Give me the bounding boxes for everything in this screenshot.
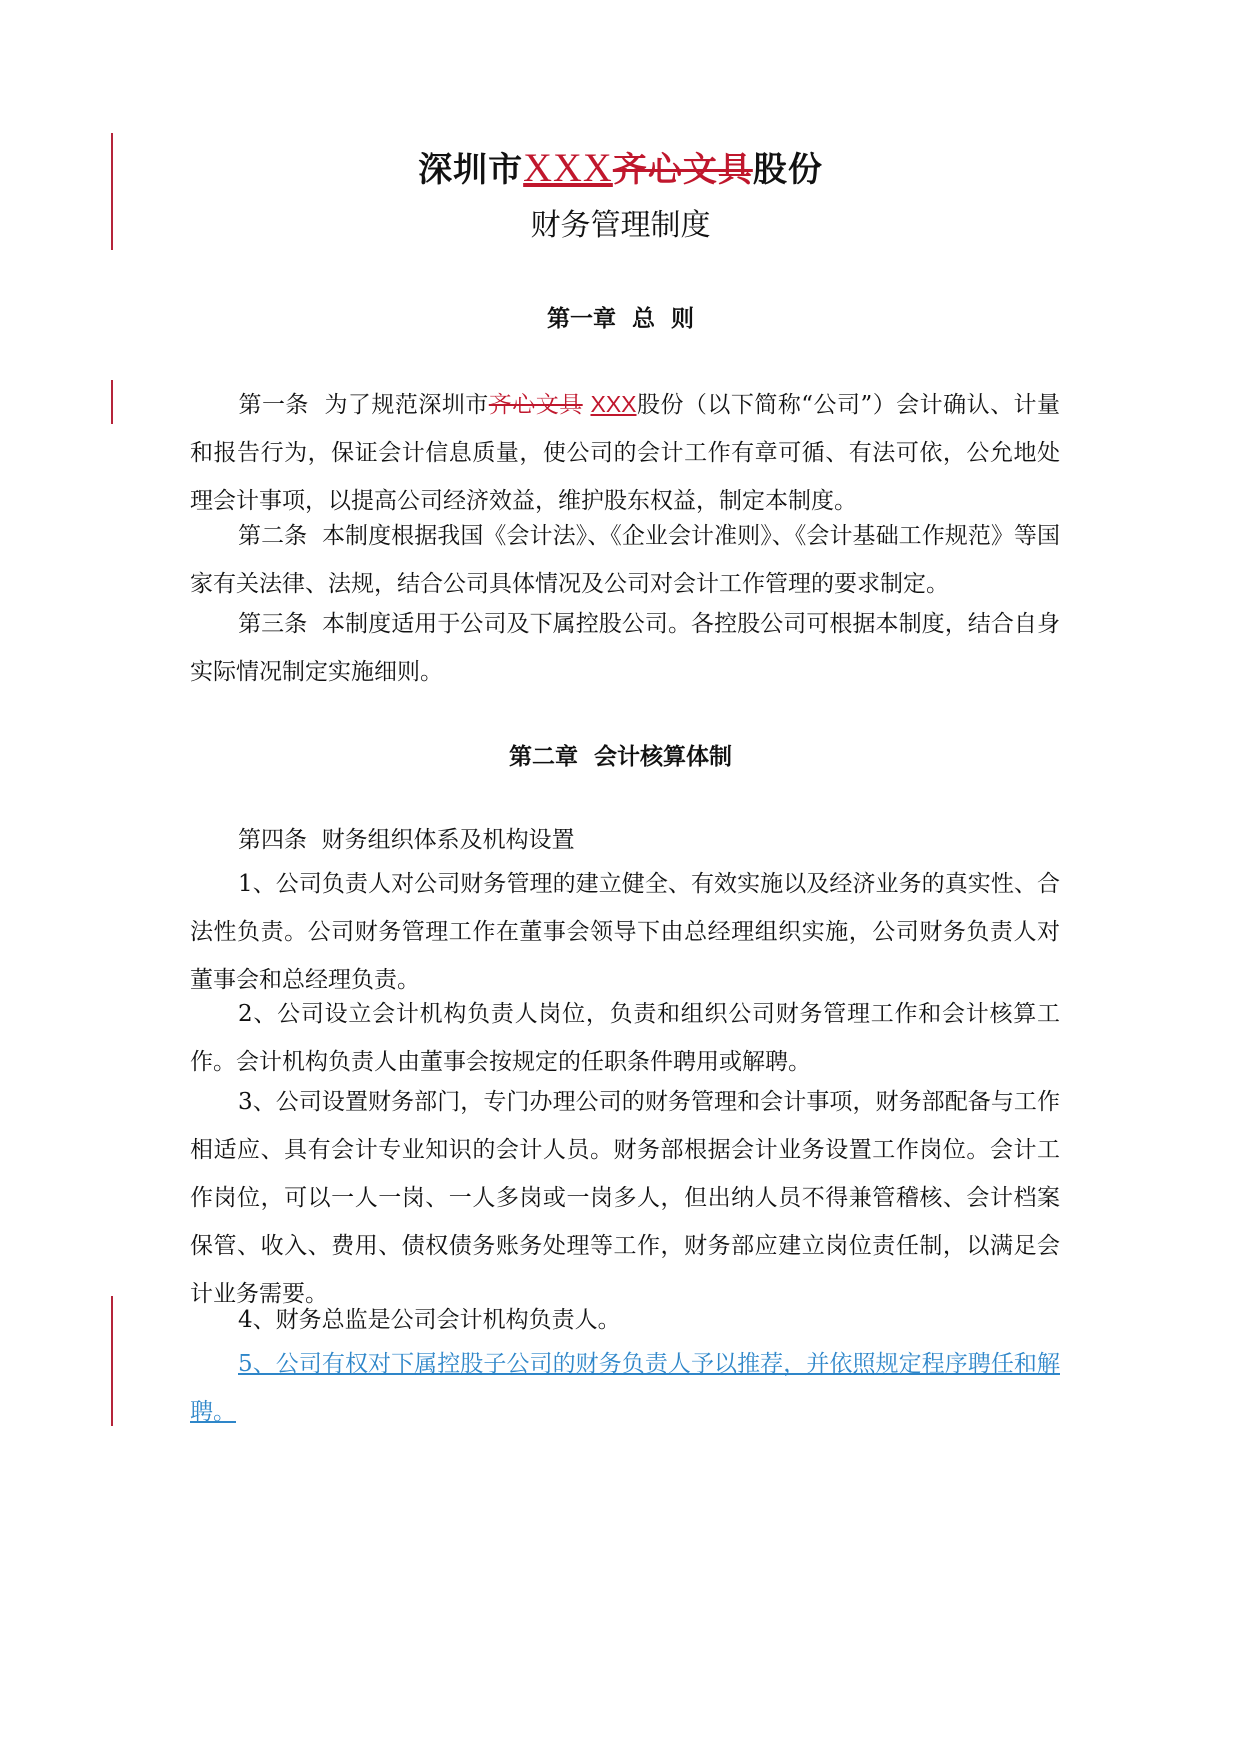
title-inserted-text: XXX [523, 145, 613, 190]
article-2 [190, 512, 1060, 608]
title-prefix: 深圳市 [418, 150, 524, 190]
item-3 [190, 1078, 1060, 1318]
article-1-inserted-text: XXX [590, 391, 637, 417]
article-4 [190, 816, 1060, 864]
item-1-text: 1、公司负责人对公司财务管理的建立健全、有效实施以及经济业务的真实性、合法性负责。公司财务管理工作在董事会领导下由总经理组织实施，公司财务负责人对董事会和总经理负责。 [190, 871, 1060, 993]
article-1-before: 第一条 为了规范深圳市 [238, 392, 489, 418]
item-4-text: 4、财务总监是公司会计机构负责人。 [238, 1307, 621, 1333]
chapter-1-heading: 第一章 总 则 [546, 306, 695, 332]
change-bar-article1 [111, 380, 113, 424]
item-3-text: 3、公司设置财务部门，专门办理公司的财务管理和会计事项，财务部配备与工作相适应、具有会计专业知识的会计人员。财务部根据会计业务设置工作岗位。会计工作岗位，可以一人一岗、一人多岗或一岗多人，但出纳人员不得兼管稽核、会计档案保管、收入、费用、债权债务账务处理等工作，财务部应建立岗位责任制，以满足会计业务需要。 [190, 1089, 1060, 1307]
chapter-2-heading: 第二章 会计核算体制 [508, 744, 732, 770]
change-bar-item4-5 [111, 1296, 113, 1426]
item-4 [190, 1296, 1060, 1344]
item-5-text: 5、公司有权对下属控股子公司的财务负责人予以推荐，并依照规定程序聘任和解聘。 [190, 1351, 1060, 1425]
article-3-text: 第三条 本制度适用于公司及下属控股公司。各控股公司可根据本制度，结合自身实际情况制定实施细则。 [190, 611, 1060, 685]
article-1-deleted-text: 齐心文具 [488, 392, 583, 418]
title-suffix: 股份 [752, 150, 823, 190]
item-2 [190, 990, 1060, 1086]
article-3 [190, 600, 1060, 696]
article-1-after: 股份（以下简称“公司”）会计确认、计量和报告行为，保证会计信息质量，使公司的会计工作有章可循、有法可依，公允地处理会计事项，以提高公司经济效益，维护股东权益，制定本制度。 [190, 392, 1061, 514]
article-1 [190, 380, 1060, 525]
article-2-text: 第二条 本制度根据我国《会计法》、《企业会计准则》、《会计基础工作规范》等国家有关法律、法规，结合公司具体情况及公司对会计工作管理的要求制定。 [190, 523, 1060, 597]
item-1 [190, 860, 1060, 1004]
item-2-text: 2、公司设立会计机构负责人岗位，负责和组织公司财务管理工作和会计核算工作。会计机构负责人由董事会按规定的任职条件聘用或解聘。 [190, 1001, 1060, 1075]
article-4-text: 第四条 财务组织体系及机构设置 [238, 827, 575, 853]
item-5-inserted [190, 1340, 1060, 1436]
title-deleted-text: 齐心文具 [612, 150, 753, 190]
document-subtitle: 财务管理制度 [530, 208, 711, 243]
document-title [0, 142, 1241, 191]
